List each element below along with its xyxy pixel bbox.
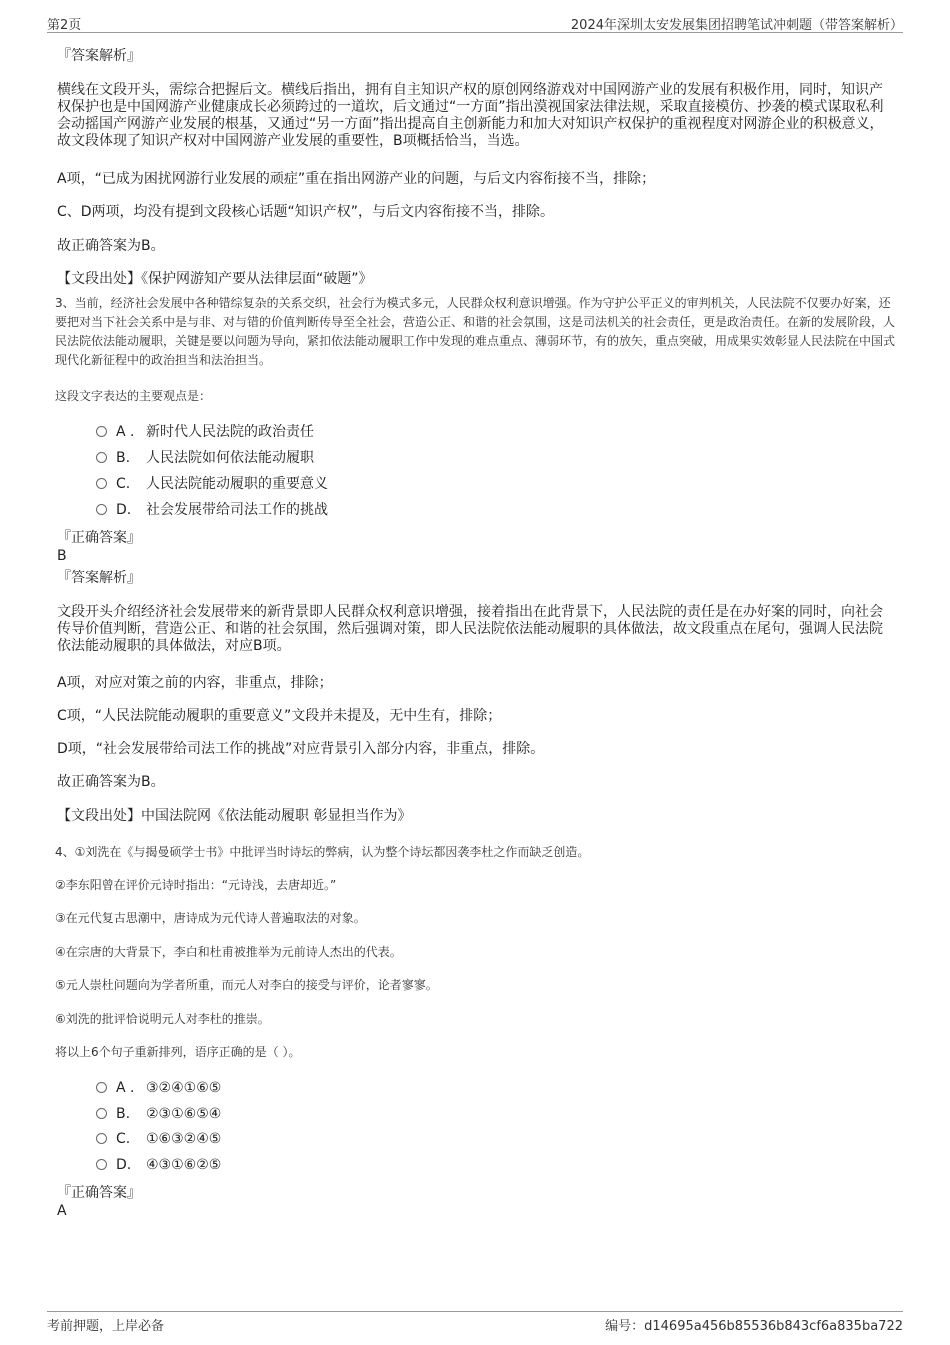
q3-note-a: A项，对应对策之前的内容，非重点，排除； [57,675,333,691]
q3-question: 这段文字表达的主要观点是： [55,389,212,403]
q4-sentence-6: ⑥刘洗的批评恰说明元人对李杜的推崇。 [55,1012,270,1026]
q3-note-d: D项，“社会发展带给司法工作的挑战”对应背景引入部分内容，非重点，排除。 [57,741,545,757]
q4-sentence-2: ②李东阳曾在评价元诗时指出：“元诗浅，去唐却近。” [55,878,337,892]
q4-option-b[interactable] [96,1104,221,1124]
option-text: ①⑥③②④⑤ [146,1131,222,1147]
q2-source: 【文段出处】《保护网游知产要从法律层面“破题”》 [57,271,373,287]
footer-slogan: 考前押题，上岸必备 [47,1319,165,1334]
q3-answer-heading: 『正确答案』 [57,530,141,546]
option-text: ④③①⑥②⑤ [146,1157,222,1173]
q4-sentence-1: 4、①刘洗在《与揭曼硕学士书》中批评当时诗坛的弊病，认为整个诗坛都因袭李杜之作而缺乏创造。 [55,845,590,859]
radio-icon[interactable] [96,1108,107,1119]
option-letter: C. [116,476,131,492]
option-letter: D. [116,502,132,518]
option-text: 人民法院能动履职的重要意义 [146,476,328,492]
option-letter: B. [116,450,131,466]
q2-note-a: A项，“已成为困扰网游行业发展的顽症”重在指出网游产业的问题，与后文内容衔接不当，排除； [57,171,656,187]
q2-analysis-text: 横线在文段开头，需综合把握后文。横线后指出，拥有自主知识产权的原创网络游戏对中国网游产业的发展有积极作用，同时，知识产权保护也是中国网游产业健康成长必须跨过的一道坎，后文通过“一方面”指出漠视国家法律法规，采取直接模仿、抄袭的模式谋取私利会动摇国产网游产业发展的根基，又通过“另一方面”指出提高自主创新能力和加大对知识产权保护的重视程度对网游企业的积极意义，故文段体现了知识产权对中国网游产业发展的重要性，B项概括恰当，当选。 [57,82,884,149]
q4-answer-heading: 『正确答案』 [57,1185,141,1201]
q3-option-b[interactable] [96,448,314,468]
q2-conclusion: 故正确答案为B。 [57,238,165,254]
radio-icon[interactable] [96,504,107,515]
q2-note-cd: C、D两项，均没有提到文段核心话题“知识产权”，与后文内容衔接不当，排除。 [57,204,555,220]
option-text: 社会发展带给司法工作的挑战 [146,502,328,518]
radio-icon[interactable] [96,478,107,489]
q4-option-a[interactable] [96,1078,221,1098]
radio-icon[interactable] [96,426,107,437]
q4-option-d[interactable] [96,1155,221,1175]
q2-analysis-heading: 『答案解析』 [57,48,141,64]
q3-stem: 3、当前，经济社会发展中各种错综复杂的关系交织，社会行为模式多元，人民群众权利意识增强。作为守护公平正义的审判机关，人民法院不仅要办好案，还要把对当下社会关系中是与非、对与错的价值判断传导至全社会，营造公正、和谐的社会氛围，这是司法机关的社会责任，更是政治责任。在新的发展阶段，人民法院依法能动履职，关键是要以问题为导向，紧扣依法能动履职工作中发现的难点重点、薄弱环节，有的放矢，重点突破，用成果实效彰显人民法院在中国式现代化新征程中的政治担当和法治担当。 [55,296,896,367]
q3-analysis-heading: 『答案解析』 [57,570,141,586]
q3-option-a[interactable] [96,422,314,442]
radio-icon[interactable] [96,1133,107,1144]
option-text: ③②④①⑥⑤ [146,1080,222,1096]
footer-code: 编号：d14695a456b85536b843cf6a835ba722 [605,1319,903,1334]
q4-sentence-3: ③在元代复古思潮中，唐诗成为元代诗人普遍取法的对象。 [55,911,366,925]
option-letter: A . [116,424,135,440]
q4-answer: A [57,1203,67,1219]
q3-answer: B [57,548,67,564]
page-footer [47,1311,903,1336]
document-title: 2024年深圳太安发展集团招聘笔试冲刺题（带答案解析） [570,18,903,33]
option-text: ②③①⑥⑤④ [146,1106,222,1122]
page-number: 第2页 [47,18,82,33]
option-text: 人民法院如何依法能动履职 [146,450,314,466]
radio-icon[interactable] [96,452,107,463]
q3-option-d[interactable] [96,500,328,520]
option-letter: C. [116,1131,131,1147]
q4-option-c[interactable] [96,1129,221,1149]
q3-option-c[interactable] [96,474,328,494]
q4-question: 将以上6个句子重新排列，语序正确的是（ ）。 [55,1045,301,1059]
option-letter: B. [116,1106,131,1122]
q4-sentence-4: ④在宗唐的大背景下，李白和杜甫被推举为元前诗人杰出的代表。 [55,945,402,959]
radio-icon[interactable] [96,1082,107,1093]
q3-source: 【文段出处】中国法院网《依法能动履职 彰显担当作为》 [57,808,412,824]
page-header [47,12,903,33]
option-letter: A . [116,1080,135,1096]
q3-note-c: C项，“人民法院能动履职的重要意义”文段并未提及，无中生有，排除； [57,708,502,724]
q3-conclusion: 故正确答案为B。 [57,774,165,790]
q3-analysis-text: 文段开头介绍经济社会发展带来的新背景即人民群众权利意识增强，接着指出在此背景下，人民法院的责任是在办好案的同时，向社会传导价值判断，营造公正、和谐的社会氛围，然后强调对策，即人民法院依法能动履职的具体做法，故文段重点在尾句，强调人民法院依法能动履职的具体做法，对应B项。 [57,604,883,654]
q4-sentence-5: ⑤元人崇杜问题向为学者所重，而元人对李白的接受与评价，论者寥寥。 [55,978,438,992]
option-letter: D. [116,1157,132,1173]
radio-icon[interactable] [96,1159,107,1170]
option-text: 新时代人民法院的政治责任 [146,424,314,440]
